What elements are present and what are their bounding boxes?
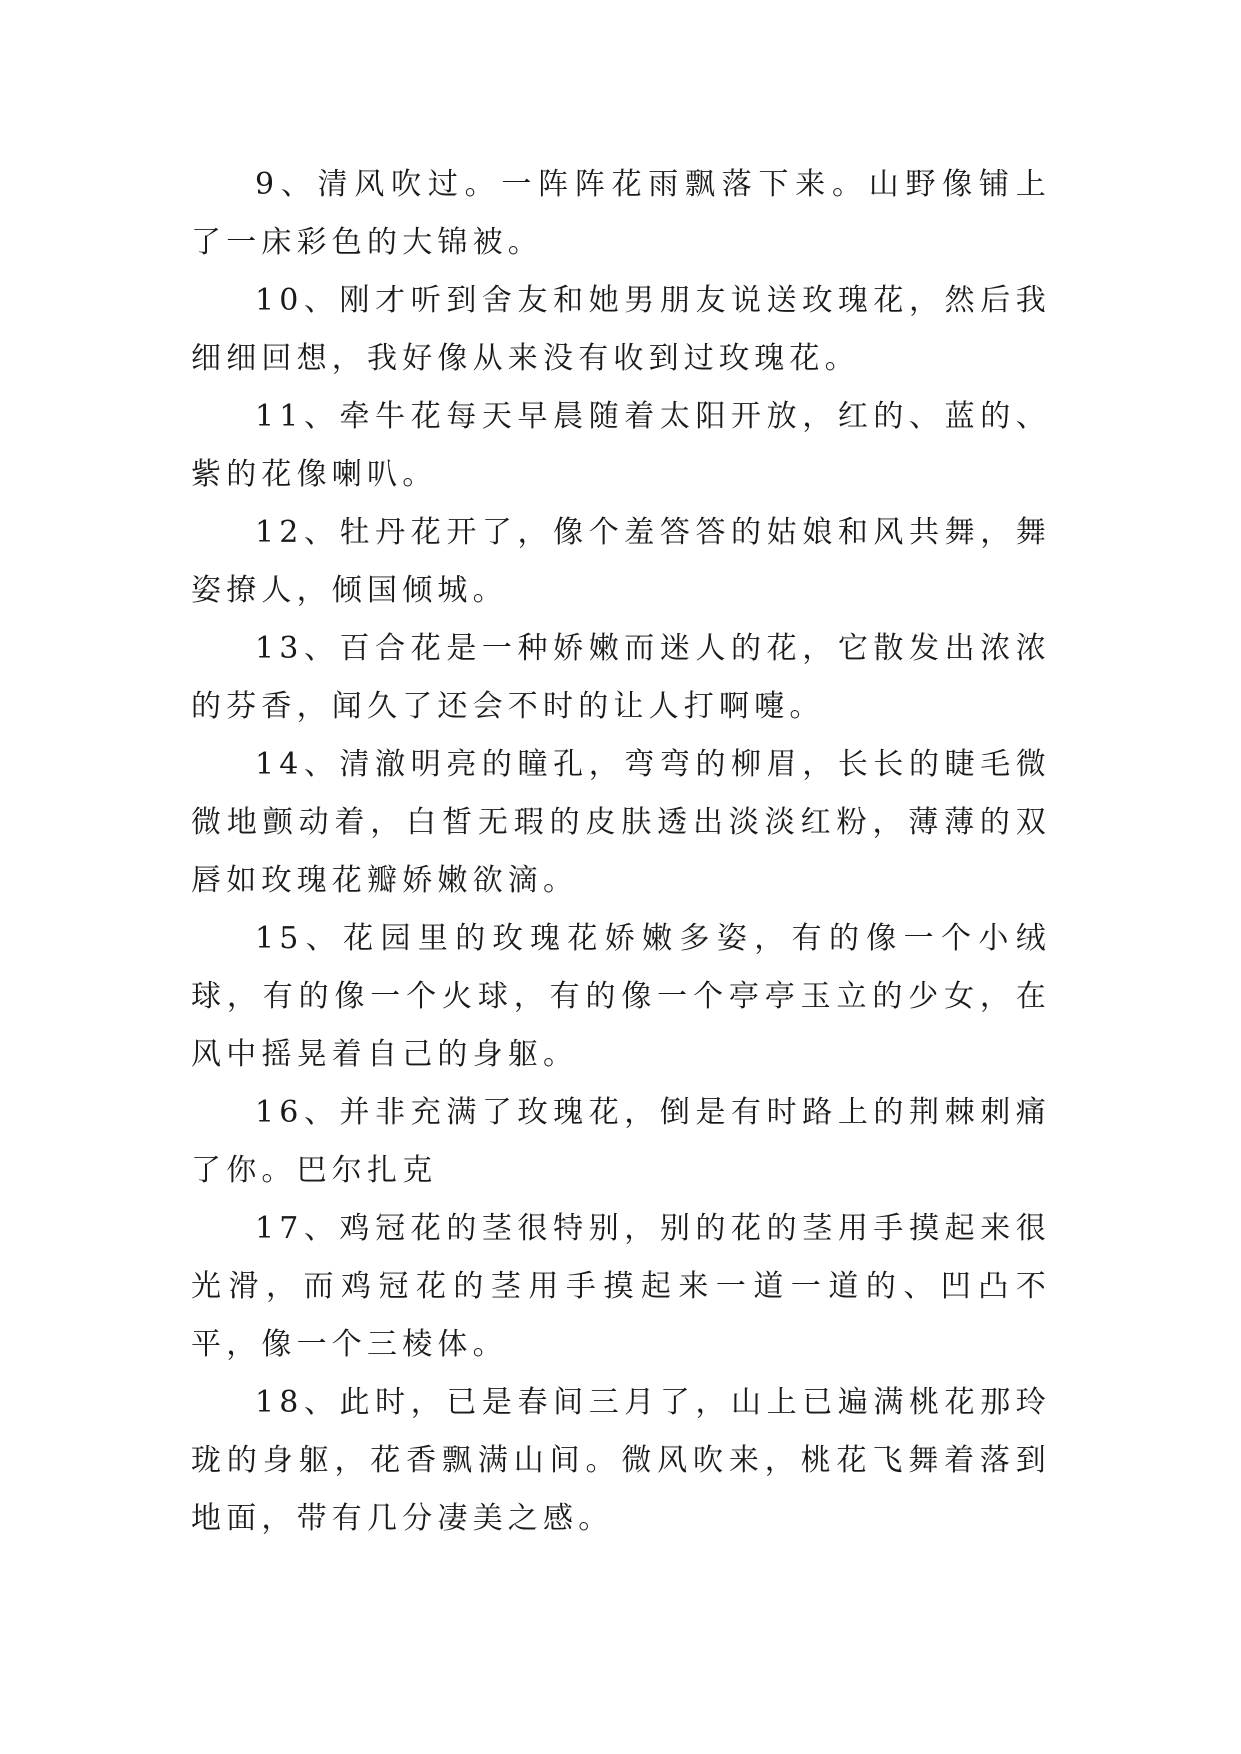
paragraph-16: 16、并非充满了玫瑰花，倒是有时路上的荆棘刺痛了你。巴尔扎克 [191, 1095, 1051, 1188]
paragraph-18: 18、此时，已是春间三月了，山上已遍满桃花那玲珑的身躯，花香飘满山间。微风吹来，桃花飞舞着落到地面，带有几分凄美之感。 [191, 1385, 1051, 1536]
paragraph-9: 9、清风吹过。一阵阵花雨飘落下来。山野像铺上了一床彩色的大锦被。 [191, 167, 1051, 260]
paragraph-13: 13、百合花是一种娇嫩而迷人的花，它散发出浓浓的芬香，闻久了还会不时的让人打啊嚏。 [191, 631, 1051, 724]
paragraph-17: 17、鸡冠花的茎很特别，别的花的茎用手摸起来很光滑，而鸡冠花的茎用手摸起来一道一道的、凹凸不平，像一个三棱体。 [191, 1211, 1051, 1362]
paragraph-11: 11、牵牛花每天早晨随着太阳开放，红的、蓝的、紫的花像喇叭。 [191, 399, 1051, 492]
paragraph-15: 15、花园里的玫瑰花娇嫩多姿，有的像一个小绒球，有的像一个火球，有的像一个亭亭玉立的少女，在风中摇晃着自己的身躯。 [191, 921, 1051, 1072]
paragraph-14: 14、清澈明亮的瞳孔，弯弯的柳眉，长长的睫毛微微地颤动着，白皙无瑕的皮肤透出淡淡红粉，薄薄的双唇如玫瑰花瓣娇嫩欲滴。 [191, 747, 1051, 898]
paragraph-12: 12、牡丹花开了，像个羞答答的姑娘和风共舞，舞姿撩人，倾国倾城。 [191, 515, 1051, 608]
document-body [191, 156, 1051, 1548]
paragraph-10: 10、刚才听到舍友和她男朋友说送玫瑰花，然后我细细回想，我好像从来没有收到过玫瑰花。 [191, 283, 1051, 376]
